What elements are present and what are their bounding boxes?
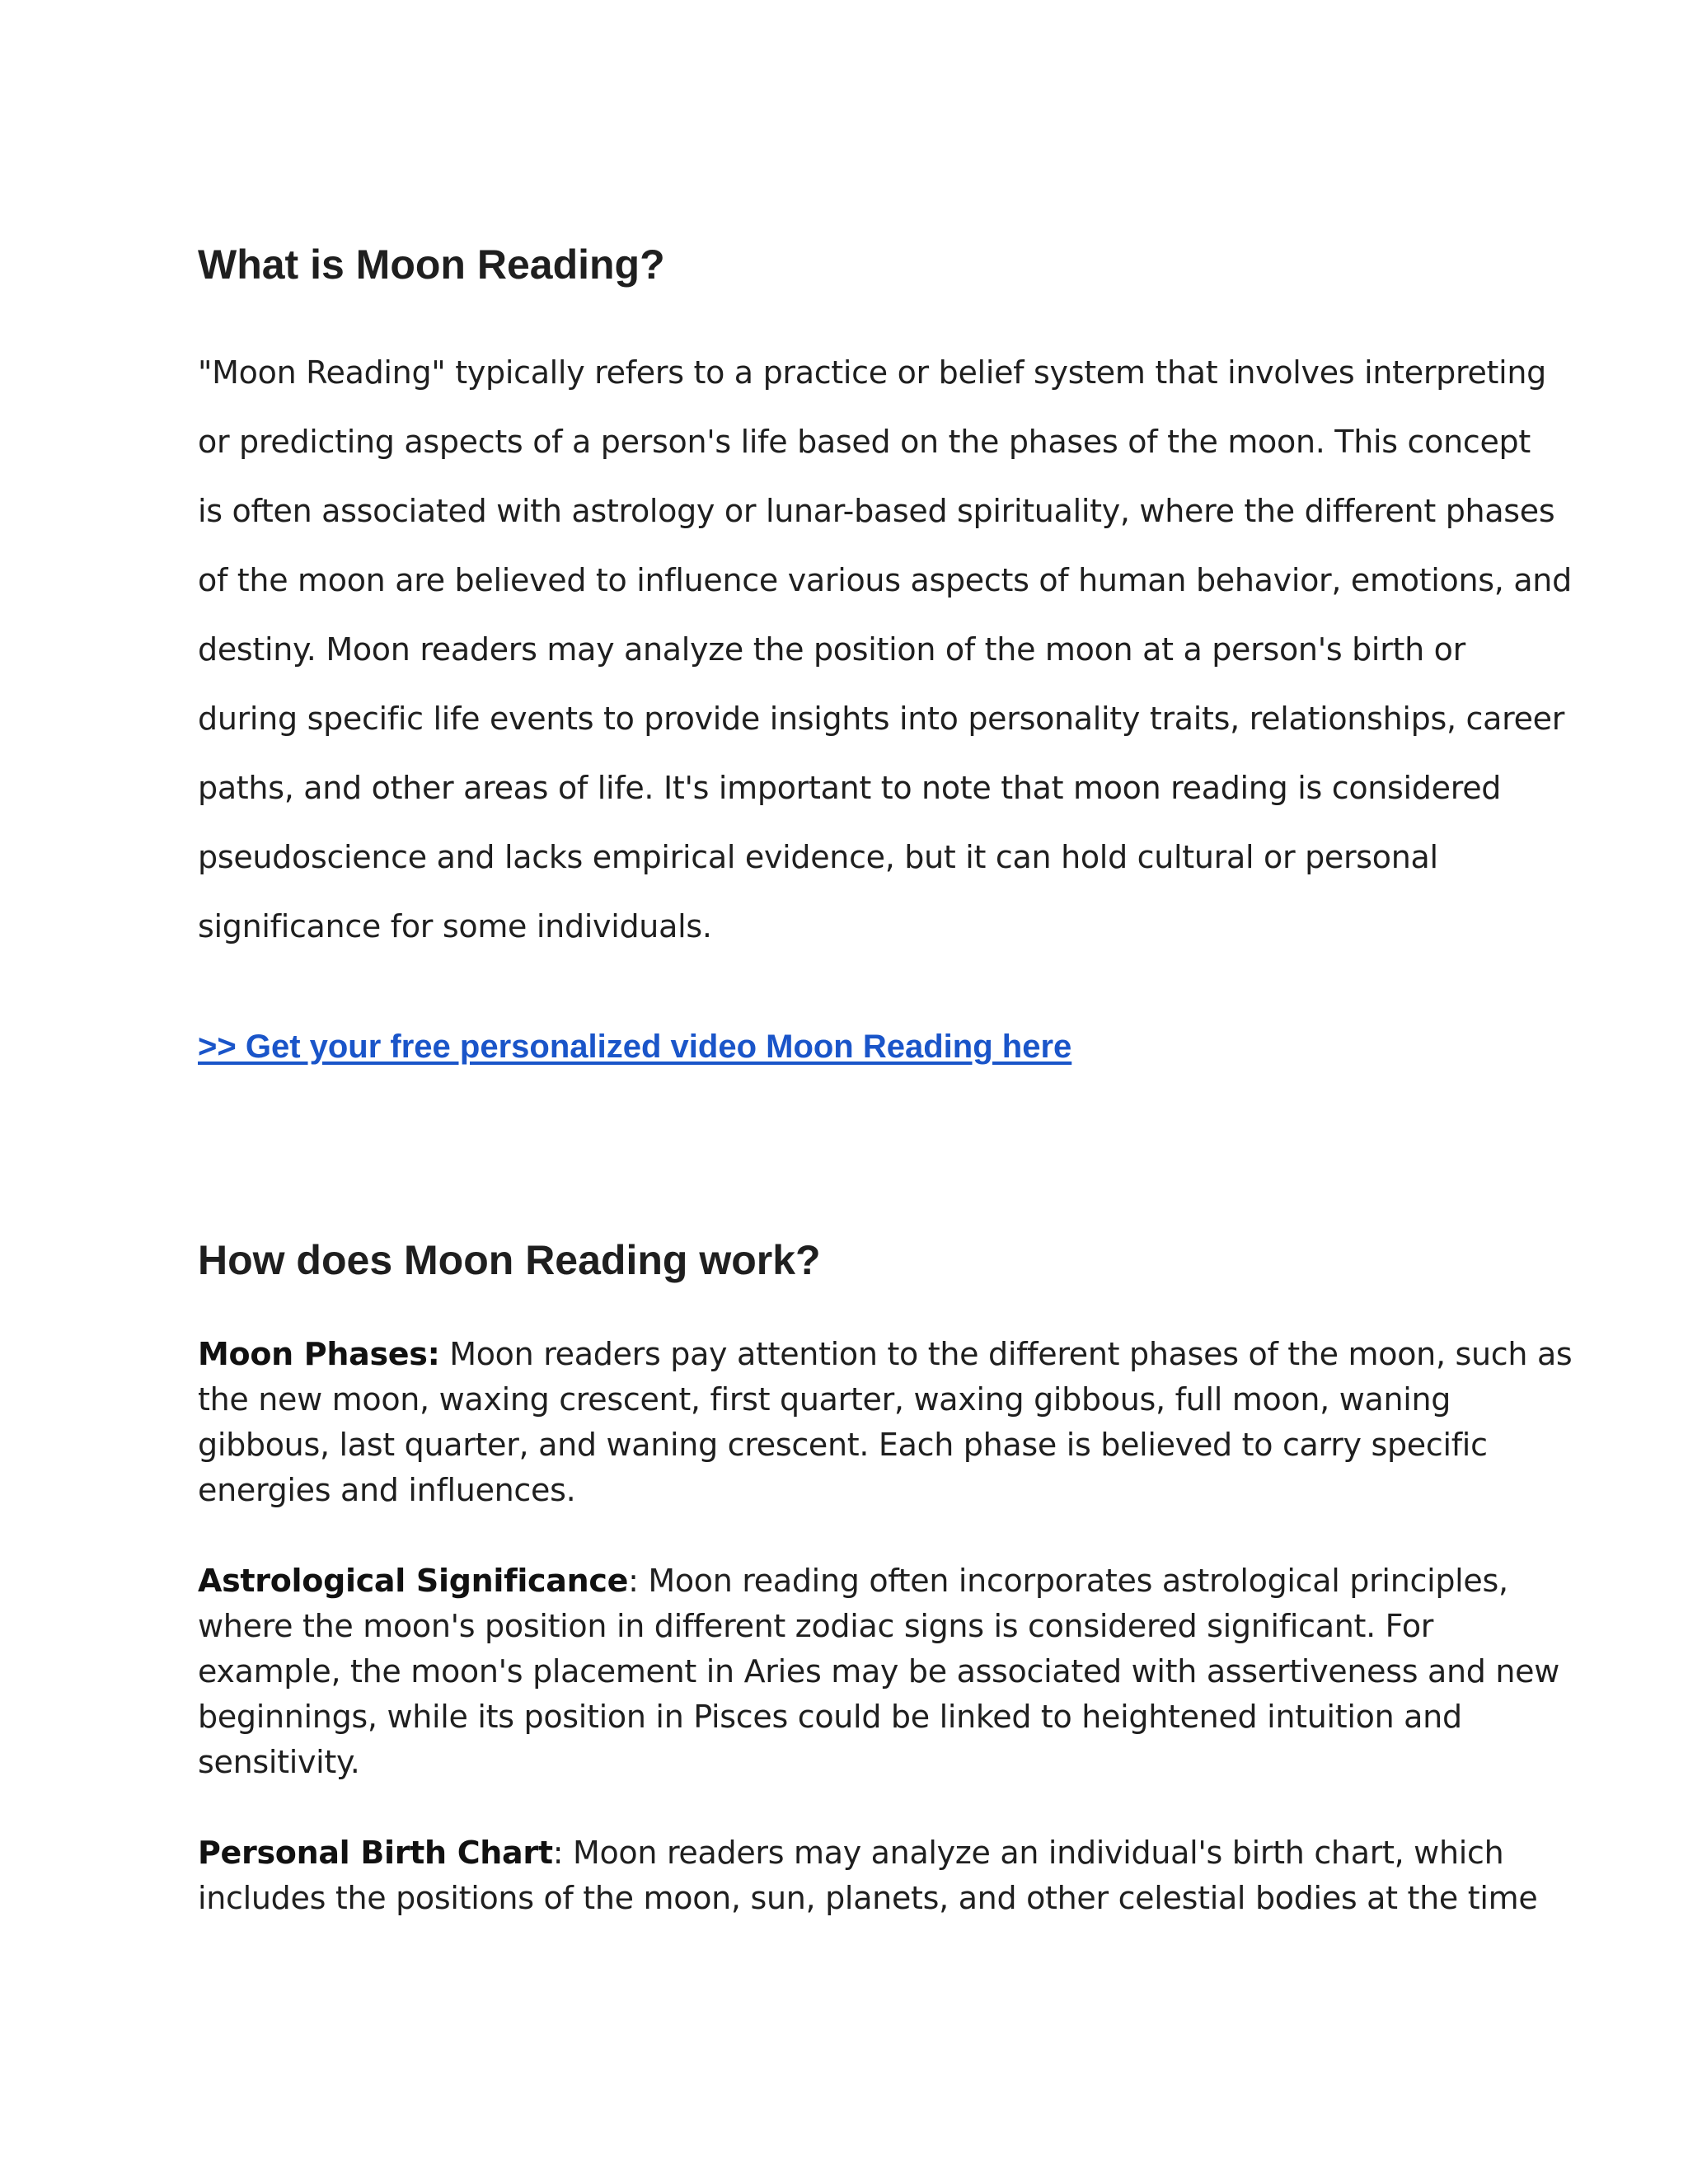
astrological-significance-paragraph	[198, 1558, 1559, 1785]
intro-line: pseudoscience and lacks empirical evidence, but it can hold cultural or personal	[198, 839, 1438, 875]
paragraph-line: gibbous, last quarter, and waning crescent. Each phase is believed to carry specific	[198, 1427, 1488, 1463]
intro-paragraph	[198, 338, 1572, 961]
paragraph-line: where the moon's position in different zodiac signs is considered significant. For	[198, 1608, 1434, 1644]
personal-birth-chart-paragraph	[198, 1830, 1538, 1921]
intro-line: destiny. Moon readers may analyze the position of the moon at a person's birth or	[198, 631, 1465, 668]
paragraph-line	[198, 1558, 1517, 1604]
intro-line: "Moon Reading" typically refers to a practice or belief system that involves interpreting	[198, 354, 1546, 391]
term-personal-birth-chart: Personal Birth Chart	[198, 1835, 553, 1871]
intro-line: paths, and other areas of life. It's important to note that moon reading is considered	[198, 770, 1502, 806]
paragraph-text: Moon readers pay attention to the different phases of the moon, such as	[439, 1336, 1573, 1372]
paragraph-text: : Moon reading often incorporates astrological principles,	[628, 1563, 1508, 1599]
intro-line: significance for some individuals.	[198, 908, 712, 944]
paragraph-line: example, the moon's placement in Aries may be associated with assertiveness and new	[198, 1653, 1559, 1690]
paragraph-line	[198, 1332, 1573, 1377]
paragraph-line	[198, 1830, 1517, 1876]
section-heading-what-is: What is Moon Reading?	[198, 241, 665, 288]
intro-line: during specific life events to provide insights into personality traits, relationships, career	[198, 701, 1565, 737]
intro-line: of the moon are believed to influence various aspects of human behavior, emotions, and	[198, 562, 1572, 598]
term-moon-phases: Moon Phases:	[198, 1336, 440, 1372]
section-heading-how-it-works: How does Moon Reading work?	[198, 1237, 821, 1283]
paragraph-line: sensitivity.	[198, 1744, 360, 1780]
paragraph-line: includes the positions of the moon, sun, planets, and other celestial bodies at the time	[198, 1880, 1538, 1916]
moon-phases-paragraph	[198, 1332, 1573, 1513]
intro-line: or predicting aspects of a person's life based on the phases of the moon. This concept	[198, 424, 1531, 460]
paragraph-text: : Moon readers may analyze an individual's birth chart, which	[552, 1835, 1504, 1871]
paragraph-line: the new moon, waxing crescent, first quarter, waxing gibbous, full moon, waning	[198, 1381, 1451, 1418]
paragraph-line: beginnings, while its position in Pisces could be linked to heightened intuition and	[198, 1699, 1462, 1735]
paragraph-line: energies and influences.	[198, 1472, 576, 1508]
intro-line: is often associated with astrology or lunar-based spirituality, where the different phases	[198, 493, 1555, 529]
moon-reading-cta-link[interactable]: >> Get your free personalized video Moon Reading here	[198, 1029, 1072, 1065]
term-astrological-significance: Astrological Significance	[198, 1563, 629, 1599]
